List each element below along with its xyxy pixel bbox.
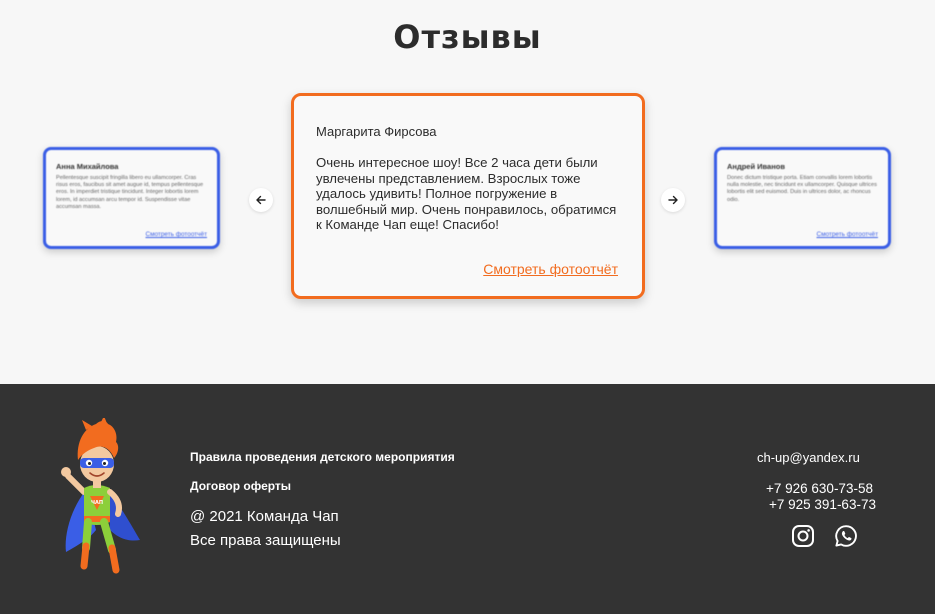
copyright-text: @ 2021 Команда Чап: [190, 508, 339, 525]
event-rules-link[interactable]: Правила проведения детского мероприятия: [190, 450, 455, 464]
review-text: Pellentesque suscipit fringilla libero eu ullamcorper. Cras risus eros, faucibus sit amet augue id, tempus pellentesque eros. In imperdiet tristique tincidunt. Integer lobortis lorem lorem, id accumsan arcu tempor id. Suspendisse vitae accumsan massa.: [56, 175, 204, 210]
reviews-title: Отзывы: [393, 18, 542, 56]
arrow-right-icon: [667, 194, 679, 206]
carousel-next-button[interactable]: [661, 188, 685, 212]
photo-report-link[interactable]: Смотреть фотоотчёт: [483, 261, 618, 277]
instagram-link[interactable]: [791, 524, 815, 548]
review-card-left[interactable]: [43, 147, 220, 249]
email-link[interactable]: ch-up@yandex.ru: [757, 450, 860, 465]
whatsapp-icon: [834, 524, 858, 548]
whatsapp-link[interactable]: [834, 524, 858, 548]
review-text: Donec dictum tristique porta. Etiam convallis lorem lobortis nulla molestie, nec tincidunt ex ullamcorper. Quisque ultrices lobortis elit sed euismod. Duis in ultrices dolor, ac rhoncus odio.: [727, 175, 877, 203]
mascot-superhero-logo: [56, 418, 148, 576]
photo-report-link[interactable]: Смотреть фотоотчёт: [145, 231, 207, 238]
offer-agreement-link[interactable]: Договор оферты: [190, 479, 292, 493]
review-author: Андрей Иванов: [727, 162, 785, 171]
carousel-prev-button[interactable]: [249, 188, 273, 212]
arrow-left-icon: [255, 194, 267, 206]
review-text: Очень интересное шоу! Все 2 часа дети были увлечены представлением. Взрослых тоже удалось удивить! Полное погружение в волшебный мир. Очень понравилось, обратимся к Команде Чап еще! Спасибо!: [316, 155, 617, 232]
site-footer: [0, 384, 935, 614]
rights-text: Все права защищены: [190, 532, 341, 549]
photo-report-link[interactable]: Смотреть фотоотчёт: [816, 231, 878, 238]
phone-link-1[interactable]: +7 926 630-73-58: [766, 481, 873, 496]
review-author: Маргарита Фирсова: [316, 124, 437, 139]
review-card-active: [291, 93, 645, 299]
review-author: Анна Михайлова: [56, 162, 119, 171]
review-card-right[interactable]: [714, 147, 891, 249]
instagram-icon: [791, 524, 815, 548]
phone-link-2[interactable]: +7 925 391-63-73: [769, 497, 876, 512]
svg-text:ЧАП: ЧАП: [90, 500, 104, 506]
